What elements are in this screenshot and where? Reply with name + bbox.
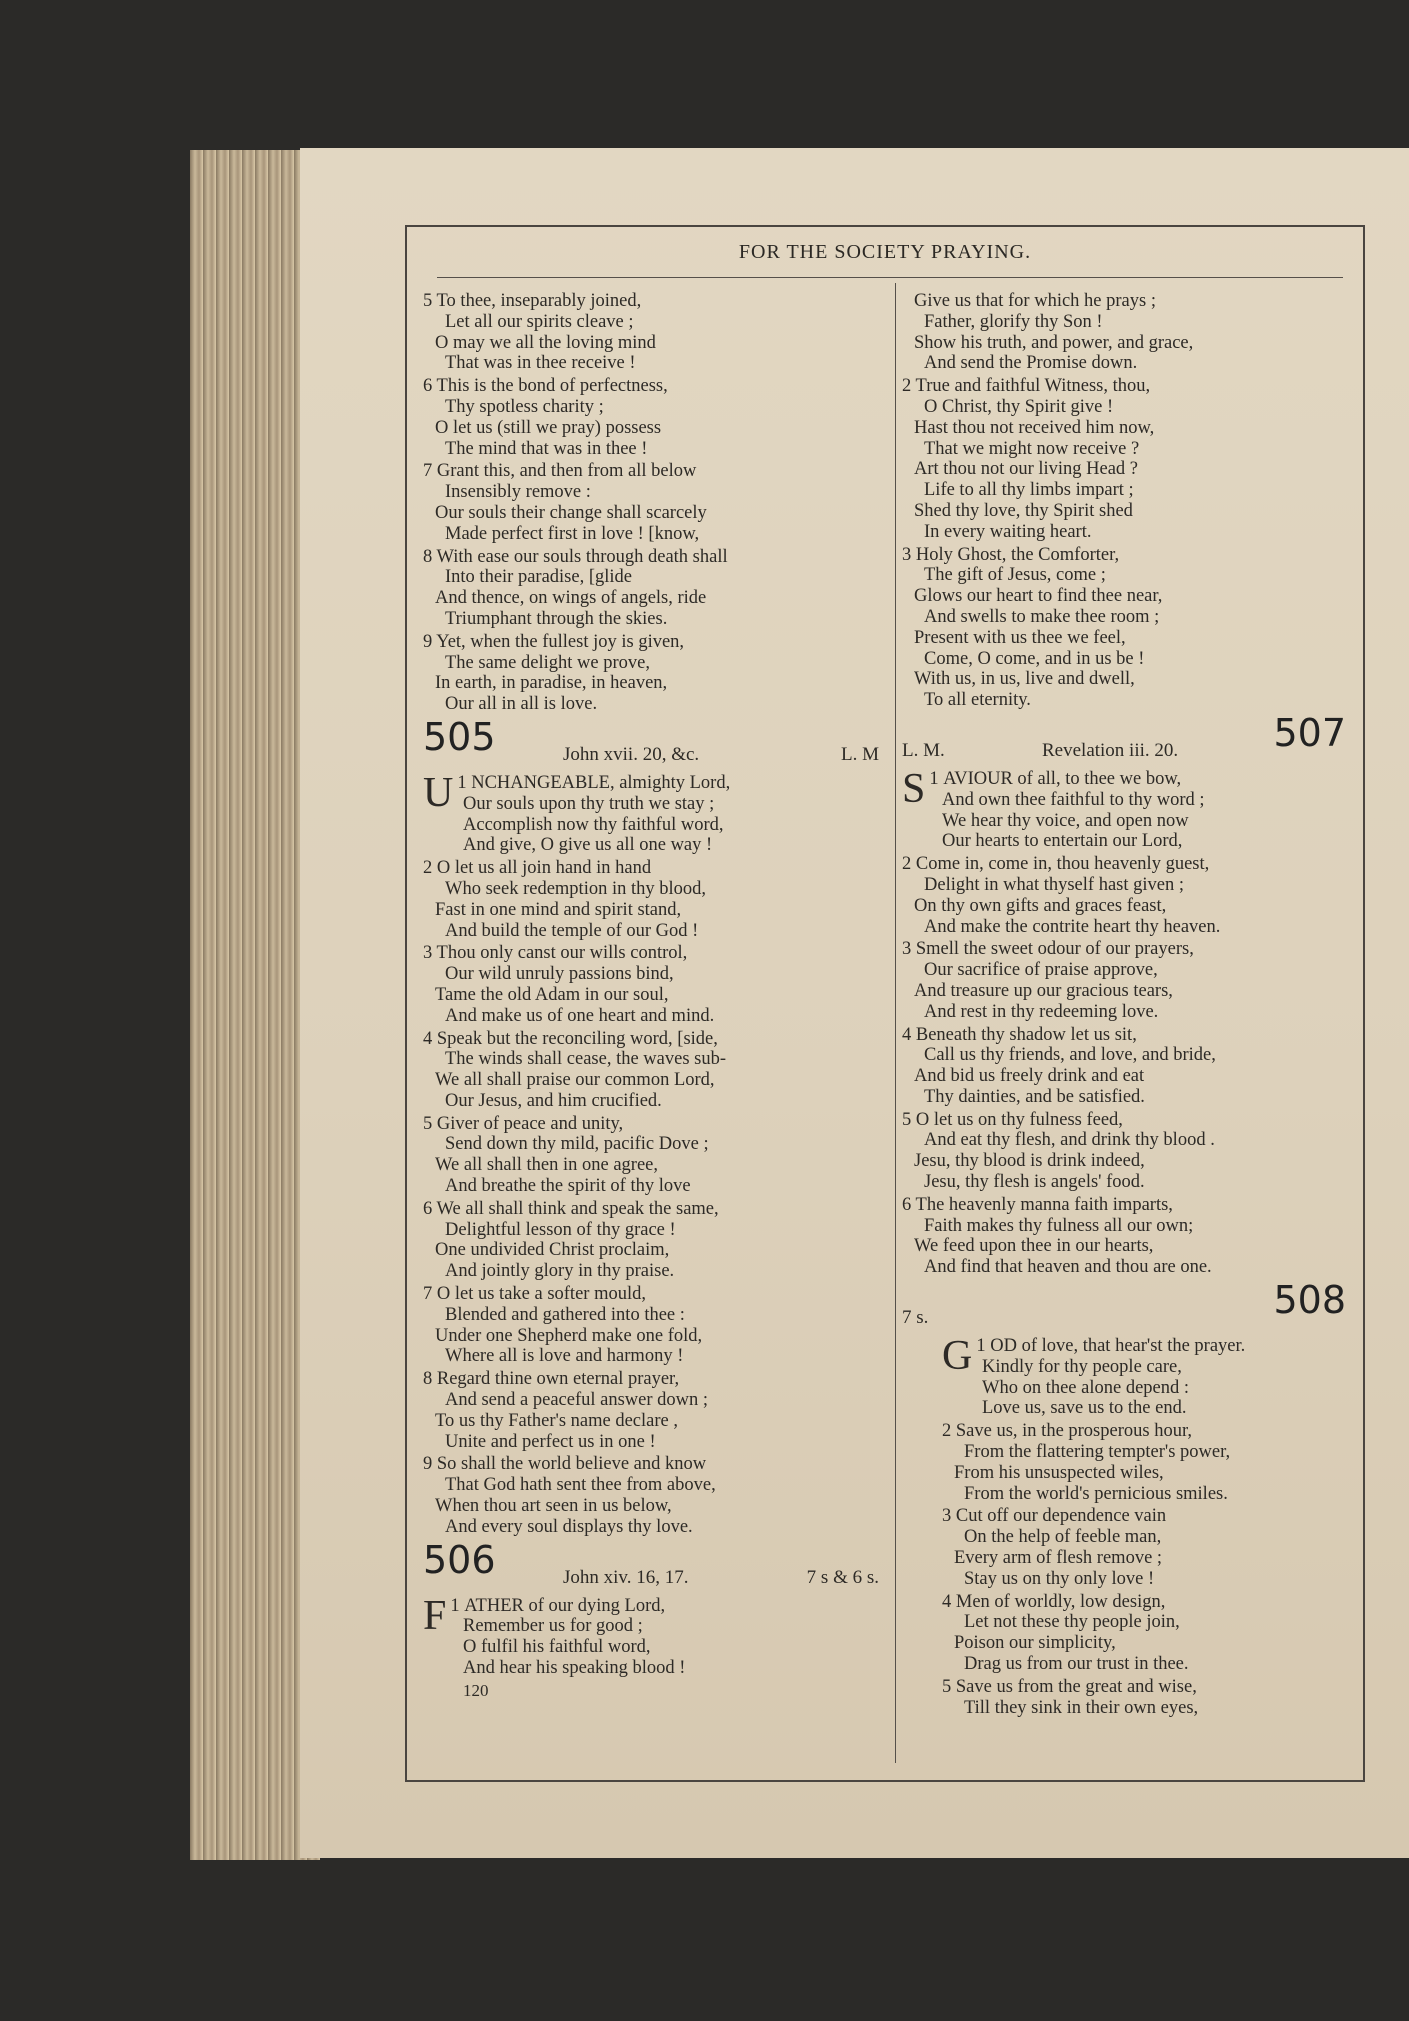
verse-line: Where all is love and harmony ! bbox=[445, 1346, 684, 1367]
verse-line: Accomplish now thy faithful word, bbox=[463, 814, 724, 835]
verse-line: Father, glorify thy Son ! bbox=[924, 311, 1103, 332]
verse-line: Who on thee alone depend : bbox=[982, 1377, 1190, 1398]
verse-line: The gift of Jesus, come ; bbox=[924, 565, 1106, 586]
verse-line: Insensibly remove : bbox=[445, 482, 591, 503]
verse-line: Who seek redemption in thy blood, bbox=[445, 878, 707, 899]
verse bbox=[423, 858, 883, 941]
verse-line: The winds shall cease, the waves sub- bbox=[445, 1049, 727, 1070]
verse-line: We feed upon thee in our hearts, bbox=[914, 1236, 1154, 1257]
verse-line: From the flattering tempter's power, bbox=[964, 1442, 1231, 1463]
verse-line: Stay us on thy only love ! bbox=[964, 1568, 1155, 1589]
verse-line: In earth, in paradise, in heaven, bbox=[435, 673, 668, 694]
verse-line: And bid us freely drink and eat bbox=[914, 1066, 1145, 1087]
first-line-text: OD of love, that hear'st the prayer. bbox=[990, 1336, 1246, 1357]
verse-line: And hear his speaking blood ! bbox=[463, 1658, 686, 1679]
column-divider bbox=[895, 283, 896, 1763]
verse-line: One undivided Christ proclaim, bbox=[435, 1240, 670, 1261]
verse-line: And send a peaceful answer down ; bbox=[445, 1390, 709, 1411]
verse-line: 4 Beneath thy shadow let us sit, bbox=[902, 1024, 1137, 1045]
verse-line: Faith makes thy fulness all our own; bbox=[924, 1215, 1194, 1236]
verse-line: Our souls upon thy truth we stay ; bbox=[463, 793, 715, 814]
verse bbox=[423, 1029, 883, 1112]
verse-line: Our all in all is love. bbox=[445, 694, 598, 715]
verse-line: And rest in thy redeeming love. bbox=[924, 1001, 1159, 1022]
verse bbox=[423, 943, 883, 1026]
verse-line: 9 Yet, when the fullest joy is given, bbox=[423, 631, 685, 652]
verse bbox=[423, 1616, 883, 1678]
hymn-scripture-ref: Revelation iii. 20. bbox=[1042, 739, 1179, 761]
verse-line: In every waiting heart. bbox=[924, 521, 1092, 542]
verse-line: O may we all the loving mind bbox=[435, 332, 656, 353]
verse-line: 7 O let us take a softer mould, bbox=[423, 1284, 646, 1305]
hymn-number: 508 bbox=[1273, 1278, 1346, 1323]
verse bbox=[902, 1025, 1352, 1108]
verse-line: 8 With ease our souls through death shall bbox=[423, 546, 728, 567]
verse-line: Let all our spirits cleave ; bbox=[445, 311, 634, 332]
verse-line: Our wild unruly passions bind, bbox=[445, 964, 674, 985]
verse bbox=[902, 291, 1352, 374]
verse-line: With us, in us, live and dwell, bbox=[914, 669, 1135, 690]
hymn-meter: L. M. bbox=[902, 739, 945, 761]
verse bbox=[902, 854, 1352, 937]
verse bbox=[902, 790, 1352, 852]
left-column bbox=[423, 291, 883, 1702]
hymn-507-heading bbox=[902, 710, 1352, 769]
verse-line: 2 O let us all join hand in hand bbox=[423, 858, 652, 879]
verse-line: Present with us thee we feel, bbox=[914, 627, 1126, 648]
drop-cap: F bbox=[423, 1592, 447, 1639]
verse-line: Poison our simplicity, bbox=[954, 1633, 1116, 1654]
verse-line: 5 To thee, inseparably joined, bbox=[423, 291, 642, 311]
verse-line: 4 Speak but the reconciling word, [side, bbox=[423, 1028, 718, 1049]
verse bbox=[423, 376, 883, 459]
hymn-meter: 7 s & 6 s. bbox=[806, 1566, 879, 1588]
verse-line: Delightful lesson of thy grace ! bbox=[445, 1219, 676, 1240]
verse-line: And thence, on wings of angels, ride bbox=[435, 588, 707, 609]
verse-line: And find that heaven and thou are one. bbox=[924, 1257, 1212, 1278]
verse bbox=[423, 547, 883, 630]
verse-line: Our hearts to entertain our Lord, bbox=[942, 831, 1183, 852]
verse bbox=[423, 291, 883, 374]
verse-line: 3 Holy Ghost, the Comforter, bbox=[902, 544, 1120, 565]
verse bbox=[423, 1369, 883, 1452]
hymn-scripture-ref: John xvii. 20, &c. bbox=[563, 743, 700, 765]
verse-line: 2 Save us, in the prosperous hour, bbox=[942, 1421, 1193, 1442]
verse-line: And make the contrite heart thy heaven. bbox=[924, 916, 1221, 937]
verse bbox=[423, 632, 883, 715]
verse-line: Send down thy mild, pacific Dove ; bbox=[445, 1134, 709, 1155]
hymn-505-verses bbox=[423, 794, 883, 1538]
verse-line: 2 True and faithful Witness, thou, bbox=[902, 376, 1151, 397]
verse bbox=[942, 1506, 1352, 1589]
verse-line: That we might now receive ? bbox=[924, 438, 1140, 459]
verse-line: From his unsuspected wiles, bbox=[954, 1462, 1164, 1483]
verse-line: That God hath sent thee from above, bbox=[445, 1475, 716, 1496]
running-header: FOR THE SOCIETY PRAYING. bbox=[738, 241, 1032, 263]
hymn-first-line: 1 S AVIOUR of all, to thee we bow, bbox=[902, 765, 1182, 812]
verse-line: Glows our heart to find thee near, bbox=[914, 586, 1163, 607]
verse-line: And jointly glory in thy praise. bbox=[445, 1261, 675, 1282]
header-rule bbox=[437, 277, 1343, 278]
verse-line: 5 Save us from the great and wise, bbox=[942, 1676, 1197, 1697]
hymn-first-line: 1 F ATHER of our dying Lord, bbox=[423, 1592, 666, 1639]
verse-line: On thy own gifts and graces feast, bbox=[914, 895, 1167, 916]
verse-line: And send the Promise down. bbox=[924, 353, 1138, 374]
verse bbox=[942, 1592, 1352, 1675]
verse-line: Tame the old Adam in our soul, bbox=[435, 984, 669, 1005]
verse-line: That was in thee receive ! bbox=[445, 353, 636, 374]
drop-cap: S bbox=[902, 765, 926, 812]
verse bbox=[423, 1114, 883, 1197]
hymn-number: 507 bbox=[1273, 710, 1346, 755]
verse-line: 7 Grant this, and then from all below bbox=[423, 461, 697, 482]
first-line-text: ATHER of our dying Lord, bbox=[464, 1595, 666, 1616]
hymn-508-heading bbox=[902, 1278, 1352, 1336]
verse bbox=[942, 1357, 1352, 1419]
verse-line: O let us (still we pray) possess bbox=[435, 417, 662, 438]
verse-line: And treasure up our gracious tears, bbox=[914, 980, 1173, 1001]
verse bbox=[902, 1195, 1352, 1278]
verse-line: Shed thy love, thy Spirit shed bbox=[914, 500, 1133, 521]
verse-line: On the help of feeble man, bbox=[964, 1527, 1162, 1548]
drop-cap: G bbox=[942, 1333, 973, 1380]
verse-line: Jesu, thy flesh is angels' food. bbox=[924, 1172, 1145, 1193]
verse-line: Remember us for good ; bbox=[463, 1616, 643, 1637]
first-line-text: AVIOUR of all, to thee we bow, bbox=[943, 768, 1182, 789]
verse-line: Till they sink in their own eyes, bbox=[964, 1697, 1199, 1718]
verse-line: 5 O let us on thy fulness feed, bbox=[902, 1109, 1123, 1130]
verse bbox=[942, 1677, 1352, 1719]
verse-line: 6 This is the bond of perfectness, bbox=[423, 376, 668, 397]
right-column bbox=[902, 291, 1352, 1720]
verse-line: Thy spotless charity ; bbox=[445, 396, 604, 417]
verse-line: 8 Regard thine own eternal prayer, bbox=[423, 1369, 680, 1390]
verse-line: When thou art seen in us below, bbox=[435, 1496, 672, 1517]
verse-line: Show his truth, and power, and grace, bbox=[914, 332, 1194, 353]
verse bbox=[423, 1454, 883, 1537]
verse-line: To all eternity. bbox=[924, 690, 1031, 711]
verse bbox=[423, 1284, 883, 1367]
page-number: 120 bbox=[463, 1680, 489, 1700]
verse-line: O Christ, thy Spirit give ! bbox=[924, 396, 1114, 417]
verse-line: Art thou not our living Head ? bbox=[914, 459, 1139, 480]
verse-line: 4 Men of worldly, low design, bbox=[942, 1591, 1166, 1612]
verse-line: Drag us from our trust in thee. bbox=[964, 1654, 1189, 1675]
verse-line: And build the temple of our God ! bbox=[445, 920, 699, 941]
verse-line: O fulfil his faithful word, bbox=[463, 1637, 651, 1658]
hymn-number: 505 bbox=[423, 714, 496, 759]
verse bbox=[902, 545, 1352, 711]
verse-line: And every soul displays thy love. bbox=[445, 1516, 693, 1537]
verse-line: Under one Shepherd make one fold, bbox=[435, 1325, 703, 1346]
verse-line: Blended and gathered into thee : bbox=[445, 1304, 685, 1325]
continued-verses-left bbox=[423, 291, 883, 715]
verse-line: Made perfect first in love ! [know, bbox=[445, 523, 700, 544]
verse-line: Love us, save us to the end. bbox=[982, 1398, 1187, 1419]
verse-line: And give, O give us all one way ! bbox=[463, 835, 713, 856]
continued-verses-right bbox=[902, 291, 1352, 711]
verse-line: 5 Giver of peace and unity, bbox=[423, 1113, 624, 1134]
hymn-508-verses bbox=[902, 1357, 1352, 1719]
verse-line: The mind that was in thee ! bbox=[445, 438, 648, 459]
hymn-scripture-ref: John xiv. 16, 17. bbox=[563, 1566, 689, 1588]
drop-cap: U bbox=[423, 769, 454, 816]
verse-line: Every arm of flesh remove ; bbox=[954, 1548, 1163, 1569]
verse-line: Triumphant through the skies. bbox=[445, 608, 668, 629]
verse-line: Into their paradise, [glide bbox=[445, 567, 632, 588]
verse-line: The same delight we prove, bbox=[445, 652, 650, 673]
verse-line: 3 Smell the sweet odour of our prayers, bbox=[902, 939, 1194, 960]
hymn-meter: 7 s. bbox=[902, 1307, 929, 1329]
verse-line: Thy dainties, and be satisfied. bbox=[924, 1086, 1145, 1107]
verse-line: And own thee faithful to thy word ; bbox=[942, 789, 1205, 810]
hymn-meter: L. M bbox=[841, 743, 879, 765]
verse-line: 6 We all shall think and speak the same, bbox=[423, 1198, 719, 1219]
verse-line: We all shall then in one agree, bbox=[435, 1155, 658, 1176]
verse-line: Unite and perfect us in one ! bbox=[445, 1431, 656, 1452]
verse-line: Our souls their change shall scarcely bbox=[435, 502, 707, 523]
verse-line: 3 Thou only canst our wills control, bbox=[423, 943, 688, 964]
verse bbox=[902, 376, 1352, 542]
verse-line: Life to all thy limbs impart ; bbox=[924, 480, 1134, 501]
verse bbox=[942, 1421, 1352, 1504]
verse-line: Call us thy friends, and love, and bride, bbox=[924, 1045, 1216, 1066]
verse-line: Hast thou not received him now, bbox=[914, 417, 1155, 438]
hymn-first-line: 1 G OD of love, that hear'st the prayer. bbox=[942, 1333, 1246, 1380]
verse-line: 9 So shall the world believe and know bbox=[423, 1454, 707, 1475]
verse-line: Delight in what thyself hast given ; bbox=[924, 874, 1184, 895]
verse-line: Kindly for thy people care, bbox=[982, 1356, 1182, 1377]
verse bbox=[423, 794, 883, 856]
verse-line: Jesu, thy blood is drink indeed, bbox=[914, 1151, 1145, 1172]
hymn-first-line: 1 U NCHANGEABLE, almighty Lord, bbox=[423, 769, 731, 816]
verse-line: We all shall praise our common Lord, bbox=[435, 1070, 715, 1091]
hymn-505-heading bbox=[423, 714, 883, 773]
text-frame bbox=[405, 225, 1365, 1782]
verse-line: And breathe the spirit of thy love bbox=[445, 1176, 691, 1197]
hymn-507-verses bbox=[902, 790, 1352, 1278]
verse-line: To us thy Father's name declare , bbox=[435, 1410, 678, 1431]
first-line-text: NCHANGEABLE, almighty Lord, bbox=[471, 772, 731, 793]
verse-line: Let not these thy people join, bbox=[964, 1612, 1180, 1633]
verse-line: And swells to make thee room ; bbox=[924, 606, 1160, 627]
verse-line: 6 The heavenly manna faith imparts, bbox=[902, 1194, 1173, 1215]
verse-line: Come, O come, and in us be ! bbox=[924, 648, 1145, 669]
verse-line: Fast in one mind and spirit stand, bbox=[435, 899, 682, 920]
verse bbox=[423, 1199, 883, 1282]
verse-line: Give us that for which he prays ; bbox=[914, 291, 1156, 311]
verse-line: And make us of one heart and mind. bbox=[445, 1005, 715, 1026]
verse bbox=[423, 461, 883, 544]
hymn-506-verses bbox=[423, 1616, 883, 1678]
verse-line: Our sacrifice of praise approve, bbox=[924, 960, 1158, 981]
verse-line: From the world's pernicious smiles. bbox=[964, 1483, 1228, 1504]
verse-line: 3 Cut off our dependence vain bbox=[942, 1506, 1167, 1527]
verse-line: Our Jesus, and him crucified. bbox=[445, 1090, 662, 1111]
hymn-number: 506 bbox=[423, 1537, 496, 1582]
verse bbox=[902, 1110, 1352, 1193]
verse bbox=[902, 939, 1352, 1022]
hymn-506-heading bbox=[423, 1537, 883, 1596]
verse-line: And eat thy flesh, and drink thy blood . bbox=[924, 1130, 1215, 1151]
verse-line: We hear thy voice, and open now bbox=[942, 810, 1189, 831]
verse-line: 2 Come in, come in, thou heavenly guest, bbox=[902, 854, 1210, 875]
